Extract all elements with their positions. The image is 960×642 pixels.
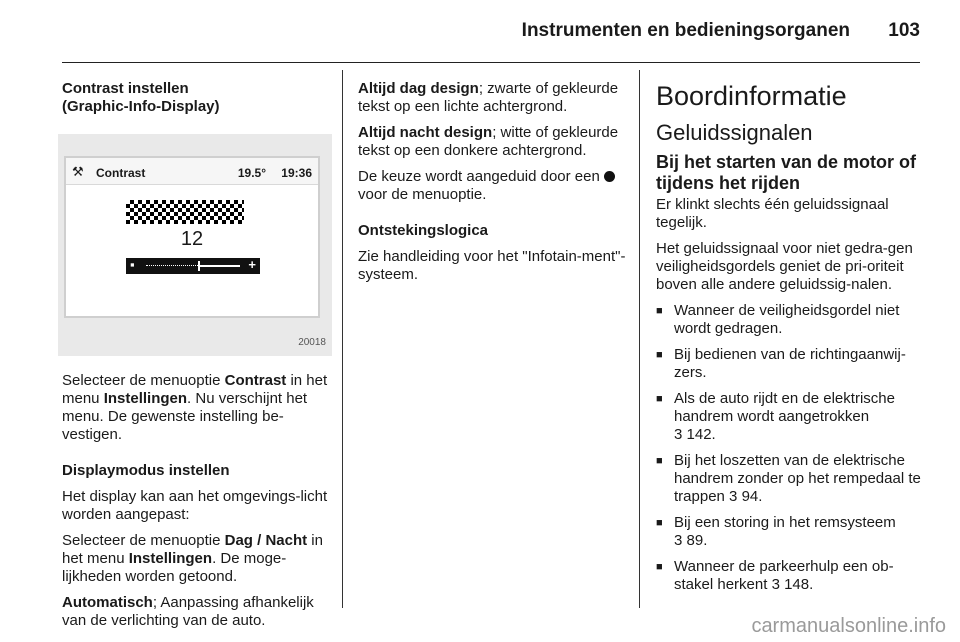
paragraph: De keuze wordt aangeduid door een voor de menuoptie.: [358, 168, 628, 204]
header-title: Instrumenten en bedieningsorganen: [521, 20, 850, 41]
info-display-screen: [64, 156, 320, 318]
chapter-heading: Boordinformatie: [656, 81, 847, 111]
column-divider: [639, 70, 640, 608]
signal-list: [656, 302, 922, 594]
paragraph: Het geluidssignaal voor niet gedra-gen veiligheidsgordels geniet de pri-oriteit boven alle andere geluidssig-nalen.: [656, 240, 913, 293]
column-left: [62, 80, 328, 638]
page-reference-link[interactable]: 3 148.: [771, 576, 814, 593]
list-item: ■ Wanneer de parkeerhulp een ob-stakel herkent 3 148.: [656, 558, 922, 594]
list-item: ■ Bij een storing in het remsysteem 3 89.: [656, 514, 922, 550]
contrast-slider: [126, 258, 260, 274]
paragraph: Zie handleiding voor het "Infotain-ment"-systeem.: [358, 248, 626, 283]
contrast-pattern: [126, 200, 244, 224]
display-figure: [58, 134, 332, 356]
minus-icon: ▪: [130, 257, 135, 272]
display-header: [66, 158, 318, 185]
figure-number: 20018: [298, 337, 326, 348]
page-header: [62, 0, 920, 63]
display-label: Contrast: [96, 166, 146, 180]
column-right: [656, 80, 922, 602]
paragraph: Altijd dag design; zwarte of gekleurde tekst op een lichte achtergrond.: [358, 80, 619, 115]
column-divider: [342, 70, 343, 608]
column-middle: [358, 80, 628, 292]
section-heading: Contrast instellen (Graphic-Info-Display): [62, 80, 220, 115]
paragraph: Selecteer de menuoptie Dag / Nacht in het menu Instellingen. De moge-lijkheden worden getoond.: [62, 532, 323, 585]
list-item: ■ Wanneer de veiligheidsgordel niet wordt gedragen.: [656, 302, 922, 338]
selection-dot-icon: [604, 171, 615, 182]
plus-icon: +: [248, 257, 256, 272]
paragraph: Selecteer de menuoptie Contrast in het menu Instellingen. Nu verschijnt het menu. De gewenste instelling be-vestigen.: [62, 372, 328, 443]
paragraph: Automatisch; Aanpassing afhankelijk van de verlichting van de auto.: [62, 594, 314, 629]
section-heading: Ontstekingslogica: [358, 222, 489, 239]
list-item: ■ Als de auto rijdt en de elektrische handrem wordt aangetrokken 3 142.: [656, 390, 922, 444]
display-temperature: 19.5°: [237, 166, 266, 180]
paragraph: Het display kan aan het omgevings-licht worden aangepast:: [62, 488, 328, 523]
subsection-heading: Bij het starten van de motor of tijdens het rijden: [656, 152, 917, 193]
slider-track: [198, 265, 240, 267]
page-reference-link[interactable]: 3 89.: [674, 532, 708, 549]
paragraph: Altijd nacht design; witte of gekleurde tekst op een donkere achtergrond.: [358, 124, 619, 159]
page-number: 103: [888, 20, 920, 41]
slider-dotted-track: [146, 265, 198, 266]
watermark: carmanualsonline.info: [751, 615, 946, 637]
section-heading: Geluidssignalen: [656, 120, 813, 145]
list-item: ■ Bij het loszetten van de elektrische handrem zonder op het rempedaal te trappen 3 94.: [656, 452, 922, 506]
settings-icon: ⚒: [72, 164, 84, 179]
page-reference-link[interactable]: 3 94.: [729, 488, 763, 505]
page-reference-link[interactable]: 3 142.: [674, 426, 716, 443]
paragraph: Er klinkt slechts één geluidssignaal tegelijk.: [656, 196, 889, 231]
display-time: 19:36: [281, 166, 312, 180]
list-item: ■ Bij bedienen van de richtingaanwij-zers.: [656, 346, 922, 382]
section-heading: Displaymodus instellen: [62, 462, 230, 479]
contrast-value: 12: [180, 228, 204, 250]
